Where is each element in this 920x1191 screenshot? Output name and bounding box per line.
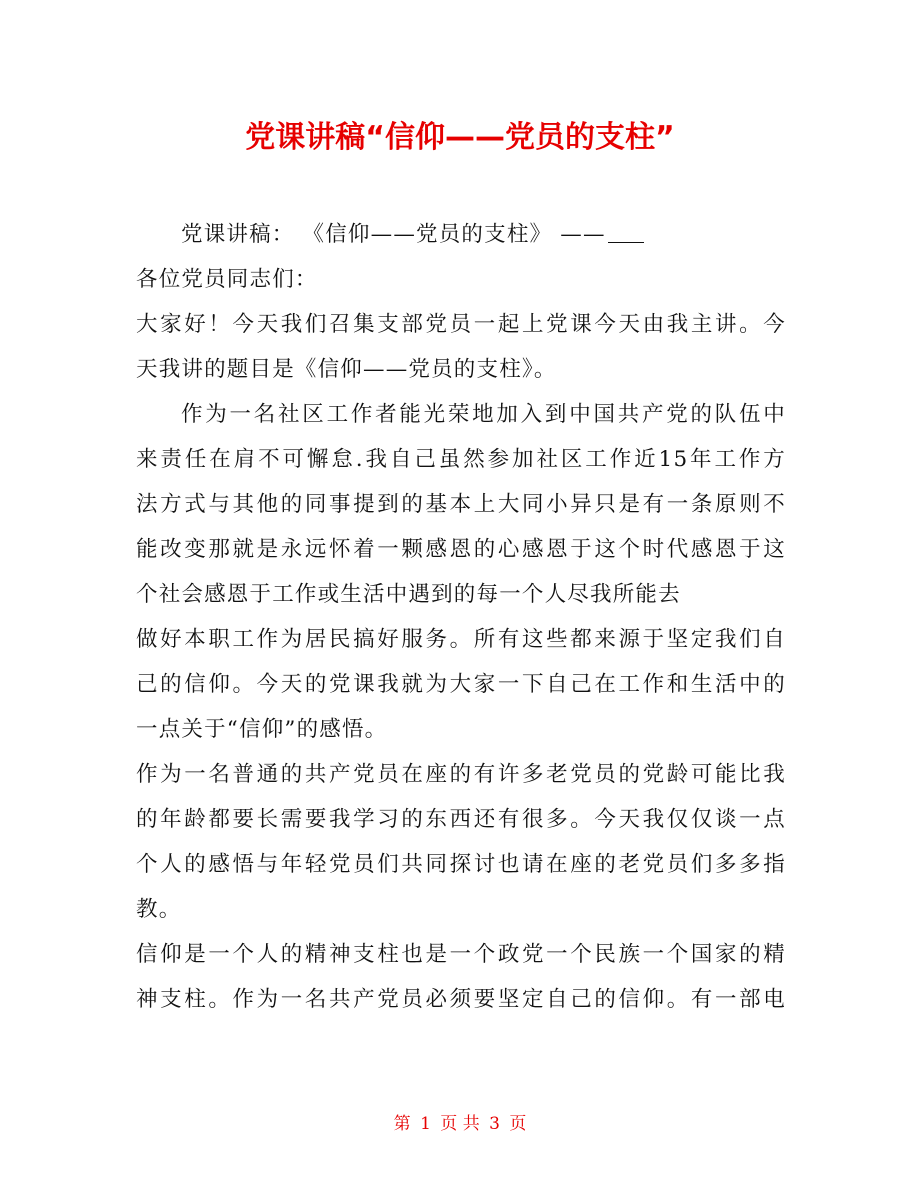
- body-line: 教。: [136, 897, 182, 922]
- body-line: 神支柱。作为一名共产党员必须要坚定自己的信仰。有一部电: [136, 987, 786, 1012]
- footer-prefix: 第: [393, 1114, 411, 1134]
- body-line: 信仰是一个人的精神支柱也是一个政党一个民族一个国家的精: [136, 942, 786, 967]
- body-line: 个人的感悟与年轻党员们共同探讨也请在座的老党员们多多指: [136, 852, 786, 877]
- body-line: 一点关于“信仰”的感悟。: [136, 717, 388, 742]
- body-line: 党课讲稿： 《信仰——党员的支柱》 ——: [136, 212, 786, 257]
- footer-page-number: 1: [420, 1114, 431, 1134]
- page-footer: [0, 1112, 920, 1136]
- body-line: 各位党员同志们：: [136, 267, 318, 292]
- body-line: 的年龄都要长需要我学习的东西还有很多。今天我仅仅谈一点: [136, 807, 786, 832]
- document-body: [136, 212, 786, 1022]
- body-line: 做好本职工作为居民搞好服务。所有这些都来源于坚定我们自: [136, 627, 786, 652]
- body-line: 己的信仰。今天的党课我就为大家一下自己在工作和生活中的: [136, 672, 786, 697]
- footer-mid: 页 共: [440, 1114, 480, 1134]
- body-line: 来责任在肩不可懈怠.我自己虽然参加社区工作近15年工作方: [136, 447, 786, 472]
- footer-page-total: 3: [489, 1114, 500, 1134]
- footer-suffix: 页: [509, 1114, 527, 1134]
- body-line: 法方式与其他的同事提到的基本上大同小异只是有一条原则不: [136, 492, 786, 517]
- body-line: 作为一名社区工作者能光荣地加入到中国共产党的队伍中: [181, 402, 786, 427]
- body-line: 天我讲的题目是《信仰——党员的支柱》。: [136, 357, 557, 382]
- document-title: 党课讲稿“信仰——党员的支柱”: [245, 120, 675, 155]
- body-line: 个社会感恩于工作或生活中遇到的每一个人尽我所能去: [136, 582, 681, 607]
- body-line: 能改变那就是永远怀着一颗感恩的心感恩于这个时代感恩于这: [136, 537, 786, 562]
- body-line: 作为一名普通的共产党员在座的有许多老党员的党龄可能比我: [136, 762, 786, 787]
- fill-in-blank: [608, 222, 644, 243]
- body-line: 大家好！今天我们召集支部党员一起上党课今天由我主讲。今: [136, 312, 786, 337]
